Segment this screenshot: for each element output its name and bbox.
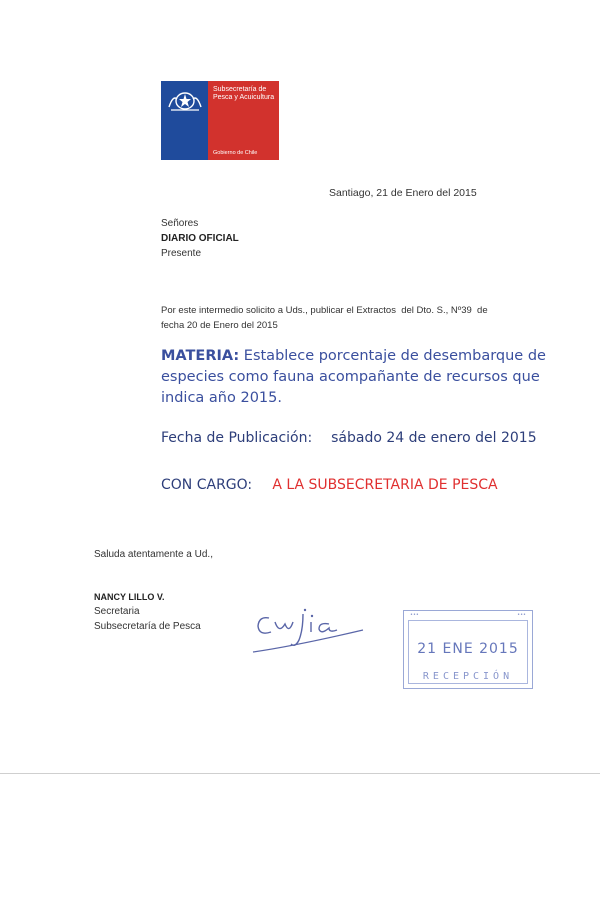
addressee-name: DIARIO OFICIAL — [161, 233, 239, 244]
publication-date-line — [161, 430, 537, 446]
charge-value: A LA SUBSECRETARIA DE PESCA — [272, 477, 498, 493]
signer-name: NANCY LILLO V. — [94, 592, 165, 602]
materia-line-2: especies como fauna acompañante de recursos que — [161, 369, 540, 385]
materia-block — [161, 346, 546, 409]
addressee-presente: Presente — [161, 248, 202, 259]
page-divider — [0, 773, 600, 774]
addressee-greeting: Señores — [161, 218, 199, 229]
institution-logo — [161, 81, 279, 160]
logo-government-name: Gobierno de Chile — [213, 150, 258, 156]
logo-org-name: Subsecretaría de Pesca y Acuicultura — [213, 86, 275, 101]
materia-line-3: indica año 2015. — [161, 390, 282, 406]
signer-title: Secretaria — [94, 606, 140, 617]
date-line: Santiago, 21 de Enero del 2015 — [329, 187, 477, 199]
publication-date-label: Fecha de Publicación: — [161, 430, 313, 446]
reception-stamp — [403, 610, 533, 689]
handwritten-signature — [245, 600, 370, 660]
stamp-date: 21 ENE 2015 — [417, 641, 519, 657]
stamp-top-line: ••• ••• — [410, 612, 526, 618]
publication-date-value: sábado 24 de enero del 2015 — [331, 430, 537, 446]
stamp-label: RECEPCIÓN — [422, 671, 514, 682]
signer-org: Subsecretaría de Pesca — [94, 621, 201, 632]
intro-line-2: fecha 20 de Enero del 2015 — [161, 320, 278, 331]
charge-line — [161, 474, 498, 493]
materia-label: MATERIA: — [161, 348, 240, 364]
intro-line-1: Por este intermedio solicito a Uds., publicar el Extractos del Dto. S., Nº39 de — [161, 305, 488, 316]
charge-label: CON CARGO: — [161, 477, 253, 493]
coat-of-arms-icon — [165, 85, 205, 113]
materia-line-1: Establece porcentaje de desembarque de — [239, 348, 546, 364]
closing-line: Saluda atentamente a Ud., — [94, 549, 213, 560]
